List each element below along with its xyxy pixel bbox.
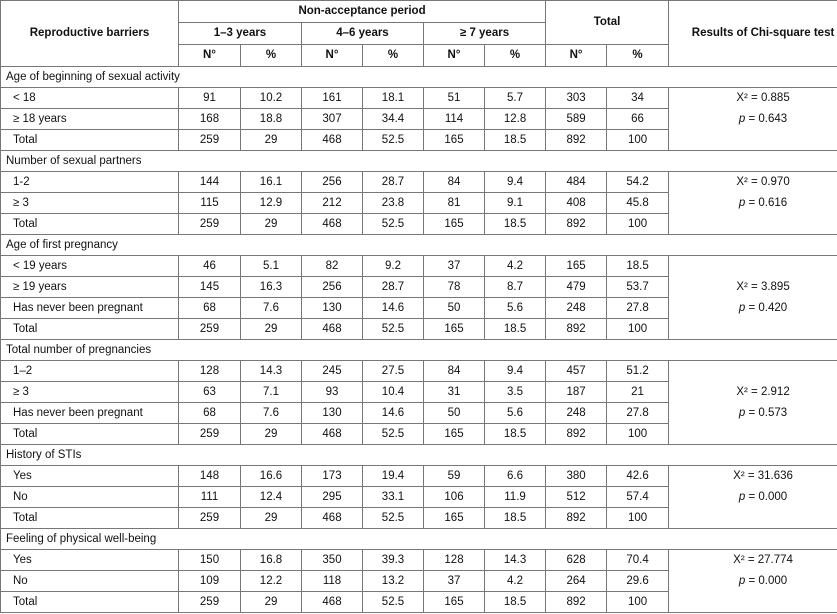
percent-cell: 27.8 xyxy=(607,403,669,424)
count-cell: 93 xyxy=(302,382,363,403)
count-cell: 37 xyxy=(424,256,485,277)
percent-cell: 4.2 xyxy=(485,256,546,277)
percent-cell: 70.4 xyxy=(607,550,669,571)
count-cell: 468 xyxy=(302,319,363,340)
count-cell: 161 xyxy=(302,88,363,109)
count-cell: 115 xyxy=(179,193,241,214)
count-cell: 130 xyxy=(302,403,363,424)
count-cell: 468 xyxy=(302,130,363,151)
table-row xyxy=(1,109,837,130)
table-row xyxy=(1,130,837,151)
count-cell: 165 xyxy=(424,130,485,151)
percent-cell: 8.7 xyxy=(485,277,546,298)
chi-square-result xyxy=(669,214,837,235)
count-cell: 892 xyxy=(546,319,607,340)
count-cell: 128 xyxy=(424,550,485,571)
section-title: Feeling of physical well-being xyxy=(1,529,837,550)
chi-square-result: p = 0.573 xyxy=(669,403,837,424)
header-period-2: 4–6 years xyxy=(302,23,424,45)
count-cell: 165 xyxy=(424,508,485,529)
percent-cell: 29 xyxy=(241,319,302,340)
table-row xyxy=(1,319,837,340)
percent-cell: 19.4 xyxy=(363,466,424,487)
chi-square-result xyxy=(669,256,837,277)
row-label: Total xyxy=(1,214,179,235)
row-label: 1–2 xyxy=(1,361,179,382)
chi-square-result: X² = 27.774 xyxy=(669,550,837,571)
count-cell: 130 xyxy=(302,298,363,319)
count-cell: 256 xyxy=(302,277,363,298)
section-title: History of STIs xyxy=(1,445,837,466)
percent-cell: 29 xyxy=(241,214,302,235)
percent-cell: 7.6 xyxy=(241,403,302,424)
percent-cell: 5.6 xyxy=(485,298,546,319)
chi-square-result: X² = 31.636 xyxy=(669,466,837,487)
section-row xyxy=(1,529,837,550)
count-cell: 31 xyxy=(424,382,485,403)
chi-square-result: p = 0.000 xyxy=(669,487,837,508)
percent-cell: 45.8 xyxy=(607,193,669,214)
percent-cell: 18.8 xyxy=(241,109,302,130)
percent-cell: 100 xyxy=(607,508,669,529)
percent-cell: 100 xyxy=(607,424,669,445)
percent-cell: 18.5 xyxy=(485,319,546,340)
row-label: < 18 xyxy=(1,88,179,109)
chi-square-result: p = 0.000 xyxy=(669,571,837,592)
percent-cell: 52.5 xyxy=(363,424,424,445)
count-cell: 468 xyxy=(302,214,363,235)
percent-cell: 51.2 xyxy=(607,361,669,382)
count-cell: 68 xyxy=(179,403,241,424)
count-cell: 259 xyxy=(179,592,241,613)
count-cell: 380 xyxy=(546,466,607,487)
table-row xyxy=(1,424,837,445)
table-row xyxy=(1,487,837,508)
count-cell: 91 xyxy=(179,88,241,109)
count-cell: 256 xyxy=(302,172,363,193)
table-row xyxy=(1,361,837,382)
row-label: No xyxy=(1,487,179,508)
percent-cell: 27.8 xyxy=(607,298,669,319)
count-cell: 479 xyxy=(546,277,607,298)
row-label: Has never been pregnant xyxy=(1,298,179,319)
percent-cell: 33.1 xyxy=(363,487,424,508)
percent-cell: 5.7 xyxy=(485,88,546,109)
chi-square-result: p = 0.616 xyxy=(669,193,837,214)
count-cell: 84 xyxy=(424,361,485,382)
chi-square-result: p = 0.420 xyxy=(669,298,837,319)
header-n: N° xyxy=(546,45,607,67)
count-cell: 111 xyxy=(179,487,241,508)
table-row xyxy=(1,550,837,571)
percent-cell: 18.5 xyxy=(485,592,546,613)
count-cell: 468 xyxy=(302,592,363,613)
count-cell: 165 xyxy=(424,424,485,445)
percent-cell: 34 xyxy=(607,88,669,109)
row-label: Total xyxy=(1,130,179,151)
chi-square-result xyxy=(669,508,837,529)
percent-cell: 52.5 xyxy=(363,508,424,529)
header-pct: % xyxy=(485,45,546,67)
count-cell: 457 xyxy=(546,361,607,382)
percent-cell: 13.2 xyxy=(363,571,424,592)
section-title: Total number of pregnancies xyxy=(1,340,837,361)
percent-cell: 29 xyxy=(241,130,302,151)
percent-cell: 18.1 xyxy=(363,88,424,109)
row-label: No xyxy=(1,571,179,592)
count-cell: 173 xyxy=(302,466,363,487)
percent-cell: 16.1 xyxy=(241,172,302,193)
row-label: 1-2 xyxy=(1,172,179,193)
percent-cell: 57.4 xyxy=(607,487,669,508)
section-title: Age of first pregnancy xyxy=(1,235,837,256)
section-row xyxy=(1,151,837,172)
percent-cell: 34.4 xyxy=(363,109,424,130)
count-cell: 245 xyxy=(302,361,363,382)
count-cell: 468 xyxy=(302,508,363,529)
count-cell: 259 xyxy=(179,508,241,529)
percent-cell: 16.6 xyxy=(241,466,302,487)
percent-cell: 66 xyxy=(607,109,669,130)
count-cell: 892 xyxy=(546,214,607,235)
row-label: Total xyxy=(1,424,179,445)
table-row xyxy=(1,508,837,529)
count-cell: 145 xyxy=(179,277,241,298)
percent-cell: 28.7 xyxy=(363,277,424,298)
percent-cell: 21 xyxy=(607,382,669,403)
count-cell: 892 xyxy=(546,508,607,529)
percent-cell: 100 xyxy=(607,214,669,235)
header-period-1: 1–3 years xyxy=(179,23,302,45)
percent-cell: 39.3 xyxy=(363,550,424,571)
percent-cell: 18.5 xyxy=(607,256,669,277)
table-row xyxy=(1,193,837,214)
percent-cell: 14.3 xyxy=(485,550,546,571)
header-chi-square: Results of Chi-square test xyxy=(669,1,837,67)
percent-cell: 12.9 xyxy=(241,193,302,214)
count-cell: 295 xyxy=(302,487,363,508)
row-label: ≥ 3 xyxy=(1,193,179,214)
count-cell: 78 xyxy=(424,277,485,298)
percent-cell: 10.2 xyxy=(241,88,302,109)
row-label: ≥ 19 years xyxy=(1,277,179,298)
count-cell: 150 xyxy=(179,550,241,571)
count-cell: 303 xyxy=(546,88,607,109)
count-cell: 82 xyxy=(302,256,363,277)
percent-cell: 18.5 xyxy=(485,214,546,235)
chi-square-result xyxy=(669,361,837,382)
count-cell: 114 xyxy=(424,109,485,130)
percent-cell: 12.2 xyxy=(241,571,302,592)
percent-cell: 52.5 xyxy=(363,214,424,235)
percent-cell: 52.5 xyxy=(363,319,424,340)
percent-cell: 9.4 xyxy=(485,172,546,193)
chi-square-result: X² = 2.912 xyxy=(669,382,837,403)
percent-cell: 9.4 xyxy=(485,361,546,382)
table-row xyxy=(1,403,837,424)
percent-cell: 12.8 xyxy=(485,109,546,130)
table-row xyxy=(1,256,837,277)
section-row xyxy=(1,340,837,361)
percent-cell: 29.6 xyxy=(607,571,669,592)
row-label: Yes xyxy=(1,466,179,487)
section-title: Number of sexual partners xyxy=(1,151,837,172)
count-cell: 892 xyxy=(546,424,607,445)
row-label: Yes xyxy=(1,550,179,571)
table-row xyxy=(1,592,837,613)
chi-square-result: X² = 3.895 xyxy=(669,277,837,298)
chi-square-result xyxy=(669,130,837,151)
table-row xyxy=(1,172,837,193)
count-cell: 264 xyxy=(546,571,607,592)
row-label: Total xyxy=(1,508,179,529)
percent-cell: 16.3 xyxy=(241,277,302,298)
count-cell: 165 xyxy=(424,592,485,613)
percent-cell: 100 xyxy=(607,592,669,613)
count-cell: 350 xyxy=(302,550,363,571)
count-cell: 37 xyxy=(424,571,485,592)
header-n: N° xyxy=(424,45,485,67)
percent-cell: 16.8 xyxy=(241,550,302,571)
percent-cell: 7.6 xyxy=(241,298,302,319)
percent-cell: 10.4 xyxy=(363,382,424,403)
percent-cell: 18.5 xyxy=(485,508,546,529)
header-pct: % xyxy=(363,45,424,67)
count-cell: 51 xyxy=(424,88,485,109)
count-cell: 84 xyxy=(424,172,485,193)
section-row xyxy=(1,67,837,88)
count-cell: 307 xyxy=(302,109,363,130)
count-cell: 148 xyxy=(179,466,241,487)
row-label: Has never been pregnant xyxy=(1,403,179,424)
table-row xyxy=(1,571,837,592)
percent-cell: 52.5 xyxy=(363,592,424,613)
section-row xyxy=(1,445,837,466)
chi-square-result xyxy=(669,424,837,445)
percent-cell: 4.2 xyxy=(485,571,546,592)
percent-cell: 11.9 xyxy=(485,487,546,508)
header-period-3: ≥ 7 years xyxy=(424,23,546,45)
count-cell: 50 xyxy=(424,298,485,319)
table-row xyxy=(1,277,837,298)
count-cell: 168 xyxy=(179,109,241,130)
percent-cell: 14.6 xyxy=(363,403,424,424)
header-n: N° xyxy=(179,45,241,67)
count-cell: 128 xyxy=(179,361,241,382)
percent-cell: 27.5 xyxy=(363,361,424,382)
header-n: N° xyxy=(302,45,363,67)
count-cell: 165 xyxy=(424,214,485,235)
section-row xyxy=(1,235,837,256)
header-pct: % xyxy=(241,45,302,67)
count-cell: 165 xyxy=(546,256,607,277)
count-cell: 63 xyxy=(179,382,241,403)
percent-cell: 3.5 xyxy=(485,382,546,403)
count-cell: 46 xyxy=(179,256,241,277)
percent-cell: 29 xyxy=(241,592,302,613)
count-cell: 259 xyxy=(179,214,241,235)
percent-cell: 14.3 xyxy=(241,361,302,382)
count-cell: 118 xyxy=(302,571,363,592)
percent-cell: 100 xyxy=(607,130,669,151)
percent-cell: 100 xyxy=(607,319,669,340)
count-cell: 589 xyxy=(546,109,607,130)
count-cell: 59 xyxy=(424,466,485,487)
chi-square-result: X² = 0.970 xyxy=(669,172,837,193)
table-row xyxy=(1,466,837,487)
table-row xyxy=(1,88,837,109)
count-cell: 892 xyxy=(546,130,607,151)
count-cell: 259 xyxy=(179,424,241,445)
percent-cell: 42.6 xyxy=(607,466,669,487)
percent-cell: 18.5 xyxy=(485,424,546,445)
row-label: ≥ 3 xyxy=(1,382,179,403)
percent-cell: 6.6 xyxy=(485,466,546,487)
count-cell: 248 xyxy=(546,403,607,424)
chi-square-result xyxy=(669,319,837,340)
header-pct: % xyxy=(607,45,669,67)
count-cell: 628 xyxy=(546,550,607,571)
header-total: Total xyxy=(546,1,669,45)
percent-cell: 53.7 xyxy=(607,277,669,298)
percent-cell: 9.2 xyxy=(363,256,424,277)
row-label: Total xyxy=(1,319,179,340)
count-cell: 165 xyxy=(424,319,485,340)
count-cell: 50 xyxy=(424,403,485,424)
count-cell: 484 xyxy=(546,172,607,193)
header-reproductive-barriers: Reproductive barriers xyxy=(1,1,179,67)
table-row xyxy=(1,214,837,235)
percent-cell: 29 xyxy=(241,424,302,445)
row-label: Total xyxy=(1,592,179,613)
percent-cell: 23.8 xyxy=(363,193,424,214)
percent-cell: 18.5 xyxy=(485,130,546,151)
percent-cell: 5.6 xyxy=(485,403,546,424)
count-cell: 512 xyxy=(546,487,607,508)
count-cell: 109 xyxy=(179,571,241,592)
count-cell: 106 xyxy=(424,487,485,508)
table-body xyxy=(1,67,837,613)
count-cell: 81 xyxy=(424,193,485,214)
chi-square-result: p = 0.643 xyxy=(669,109,837,130)
count-cell: 259 xyxy=(179,319,241,340)
count-cell: 259 xyxy=(179,130,241,151)
section-title: Age of beginning of sexual activity xyxy=(1,67,837,88)
chi-square-result: X² = 0.885 xyxy=(669,88,837,109)
row-label: < 19 years xyxy=(1,256,179,277)
count-cell: 408 xyxy=(546,193,607,214)
percent-cell: 14.6 xyxy=(363,298,424,319)
percent-cell: 9.1 xyxy=(485,193,546,214)
header-non-acceptance-period: Non-acceptance period xyxy=(179,1,546,23)
count-cell: 144 xyxy=(179,172,241,193)
count-cell: 892 xyxy=(546,592,607,613)
count-cell: 248 xyxy=(546,298,607,319)
count-cell: 68 xyxy=(179,298,241,319)
table-row xyxy=(1,298,837,319)
percent-cell: 29 xyxy=(241,508,302,529)
row-label: ≥ 18 years xyxy=(1,109,179,130)
chi-square-result xyxy=(669,592,837,613)
percent-cell: 52.5 xyxy=(363,130,424,151)
table-row xyxy=(1,382,837,403)
percent-cell: 12.4 xyxy=(241,487,302,508)
percent-cell: 28.7 xyxy=(363,172,424,193)
count-cell: 468 xyxy=(302,424,363,445)
count-cell: 212 xyxy=(302,193,363,214)
percent-cell: 54.2 xyxy=(607,172,669,193)
count-cell: 187 xyxy=(546,382,607,403)
percent-cell: 5.1 xyxy=(241,256,302,277)
percent-cell: 7.1 xyxy=(241,382,302,403)
